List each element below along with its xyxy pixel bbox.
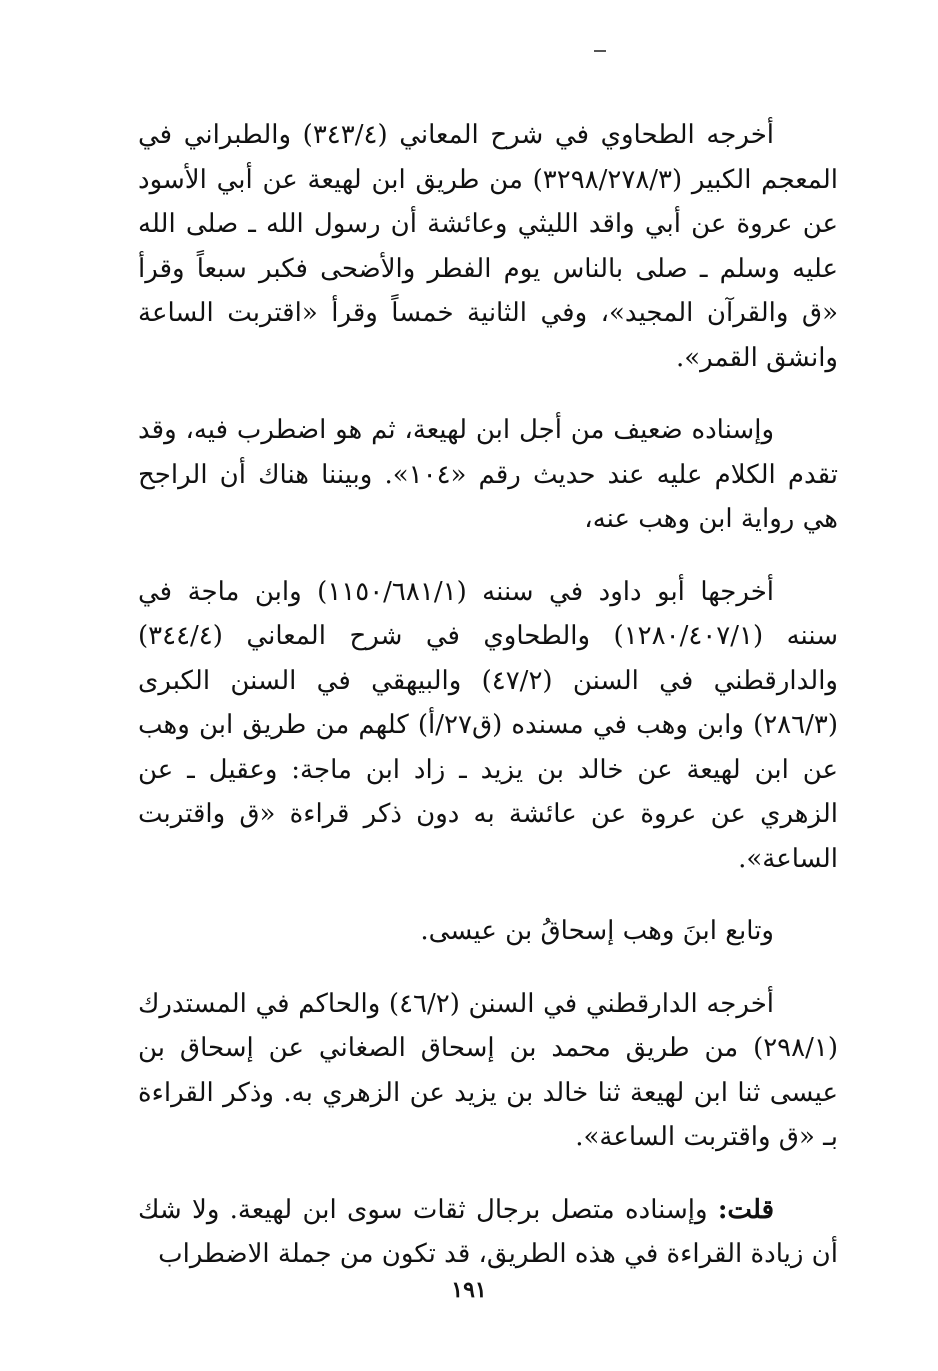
text-body	[138, 113, 838, 1305]
paragraph-5: أخرجه الدارقطني في السنن (٤٦/٢) والحاكم في المستدرك (٢٩٨/١) من طريق محمد بن إسحاق الصغاني عن إسحاق بن عيسى ثنا ابن لهيعة ثنا خالد بن يزيد عن الزهري به. وذكر القراءة بـ «ق واقتربت الساعة».	[138, 988, 838, 1152]
paragraph-6-text: وإسناده متصل برجال ثقات سوى ابن لهيعة. ولا شك أن زيادة القراءة في هذه الطريق، قد تكون من جملة الاضطراب	[138, 1194, 838, 1269]
paragraph-6	[138, 1188, 838, 1277]
paragraph-2: وإسناده ضعيف من أجل ابن لهيعة، ثم هو اضطرب فيه، وقد تقدم الكلام عليه عند حديث رقم «١٠٤». وبيننا هناك أن الراجح هي رواية ابن وهب عنه،	[138, 415, 839, 534]
paragraph-6-lead: قلت:	[717, 1194, 774, 1225]
paragraph-1: أخرجه الطحاوي في شرح المعاني (٣٤٣/٤) والطبراني في المعجم الكبير (٣٢٩٨/٢٧٨/٣) من طريق ابن لهيعة عن أبي الأسود عن عروة عن أبي واقد الليثي وعائشة أن رسول الله ـ صلى الله عليه وسلم ـ صلى بالناس يوم الفطر والأضحى فكبر سبعاً وقرأ «ق والقرآن المجيد»، وفي الثانية خمساً وقرأ «اقتربت الساعة وانشق القمر».	[138, 120, 838, 373]
page-number: ١٩١	[451, 1277, 487, 1303]
paragraph-3: أخرجها أبو داود في سننه (١١٥٠/٦٨١/١) وابن ماجة في سننه (١٢٨٠/٤٠٧/١) والطحاوي في شرح المعاني (٣٤٤/٤) والدارقطني في السنن (٤٧/٢) والبيهقي في السنن الكبرى (٢٨٦/٣) وابن وهب في مسنده (ق٢٧/أ) كلهم من طريق ابن وهب عن ابن لهيعة عن خالد بن يزيد ـ زاد ابن ماجة: وعقيل ـ عن الزهري عن عروة عن عائشة به دون ذكر قراءة «ق واقتربت الساعة».	[138, 576, 838, 874]
paragraph-4: وتابع ابنَ وهب إسحاقُ بن عيسى.	[420, 916, 774, 946]
top-mark	[594, 50, 606, 52]
